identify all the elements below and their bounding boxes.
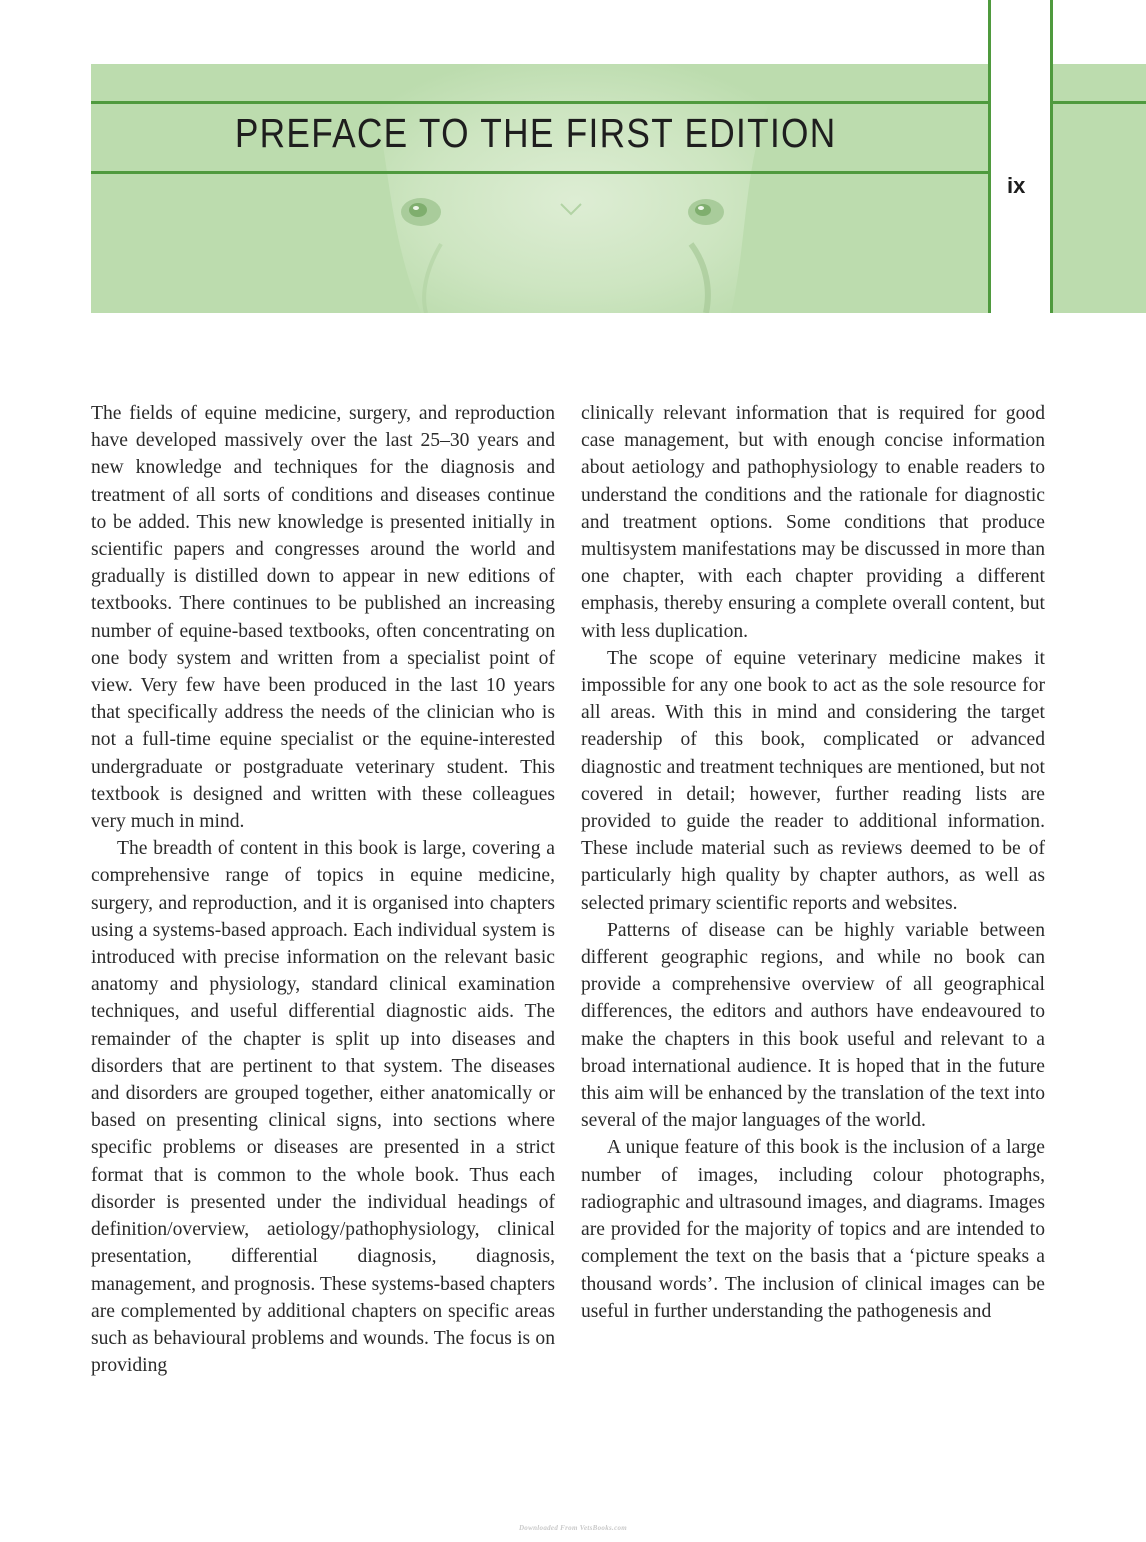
side-rule-top (1053, 101, 1146, 104)
paragraph: A unique feature of this book is the inclusion of a large number of images, including colour photographs, radiographic and ultrasound images, and diagrams. Images are provided for the majority of topics and are intended to complement the text on the basis that a ‘picture speaks a thousand words’. The inclusion of clinical images can be useful in further understanding the pathogenesis and (581, 1137, 1045, 1322)
paragraph: clinically relevant information that is required for good case management, but with enough concise information about aetiology and pathophysiology to enable readers to understand the conditions and the rationale for diagnostic and treatment options. Some conditions that produce multisystem manifestations may be discussed in more than one chapter, with each chapter providing a different emphasis, thereby ensuring a complete overall content, but with less duplication. (581, 403, 1045, 642)
text-column-right (581, 400, 1045, 1325)
download-watermark: Downloaded From VetsBooks.com (518, 1524, 628, 1532)
paragraph: Patterns of disease can be highly variable between different geographic regions, and while no book can provide a comprehensive overview of all geographical differences, the editors and authors have endeavoured to make the chapters in this book useful and relevant to a broad international audience. It is hoped that in the future this aim will be enhanced by the translation of the text into several of the major languages of the world. (581, 919, 1045, 1132)
header-rule-top (91, 101, 990, 104)
header-rule-bottom (91, 171, 990, 174)
page-title: PREFACE TO THE FIRST EDITION (234, 110, 837, 156)
text-column-left (91, 400, 555, 1379)
paragraph: The scope of equine veterinary medicine makes it impossible for any one book to act as the sole resource for all areas. With this in mind and considering the target readership of this book, complicated or advanced diagnostic and treatment techniques are mentioned, but not covered in detail; however, further reading lists are provided to guide the reader to additional information. These include material such as reviews deemed to be of particularly high quality by chapter authors, as well as selected primary scientific reports and websites. (581, 647, 1045, 914)
paragraph: The fields of equine medicine, surgery, and reproduction have developed massively over the last 25–30 years and new knowledge and techniques for the diagnosis and treatment of all sorts of conditions and diseases continue to be added. This new knowledge is presented initially in scientific papers and congresses around the world and gradually is distilled down to appear in new editions of textbooks. There continues to be published an increasing number of equine-based textbooks, often concentrating on one body system and written from a specialist point of view. Very few have been produced in the last 10 years that specifically address the needs of the clinician who is not a full-time equine specialist or the equine-interested undergraduate or postgraduate veterinary student. This textbook is designed and written with these colleagues very much in mind. (91, 403, 555, 833)
paragraph: The breadth of content in this book is large, covering a comprehensive range of topics in equine medicine, surgery, and reproduction, and it is organised into chapters using a systems-based approach. Each individual system is introduced with precise information on the relevant basic anatomy and physiology, standard clinical examination techniques, and useful differential diagnostic aids. The remainder of the chapter is split up into diseases and disorders that are pertinent to that system. The diseases and disorders are grouped together, either anatomically or based on presenting clinical signs, into sections where specific problems or diseases are presented in a strict format that is common to the whole book. Thus each disorder is presented under the individual headings of definition/overview, aetiology/pathophysiology, clinical presentation, differential diagnosis, diagnosis, management, and prognosis. These systems-based chapters are complemented by additional chapters on specific areas such as behavioural problems and wounds. The focus is on providing (91, 838, 555, 1377)
vertical-rule-right (1050, 0, 1053, 313)
vertical-rule-left (988, 0, 991, 313)
page-number: ix (1007, 173, 1026, 198)
